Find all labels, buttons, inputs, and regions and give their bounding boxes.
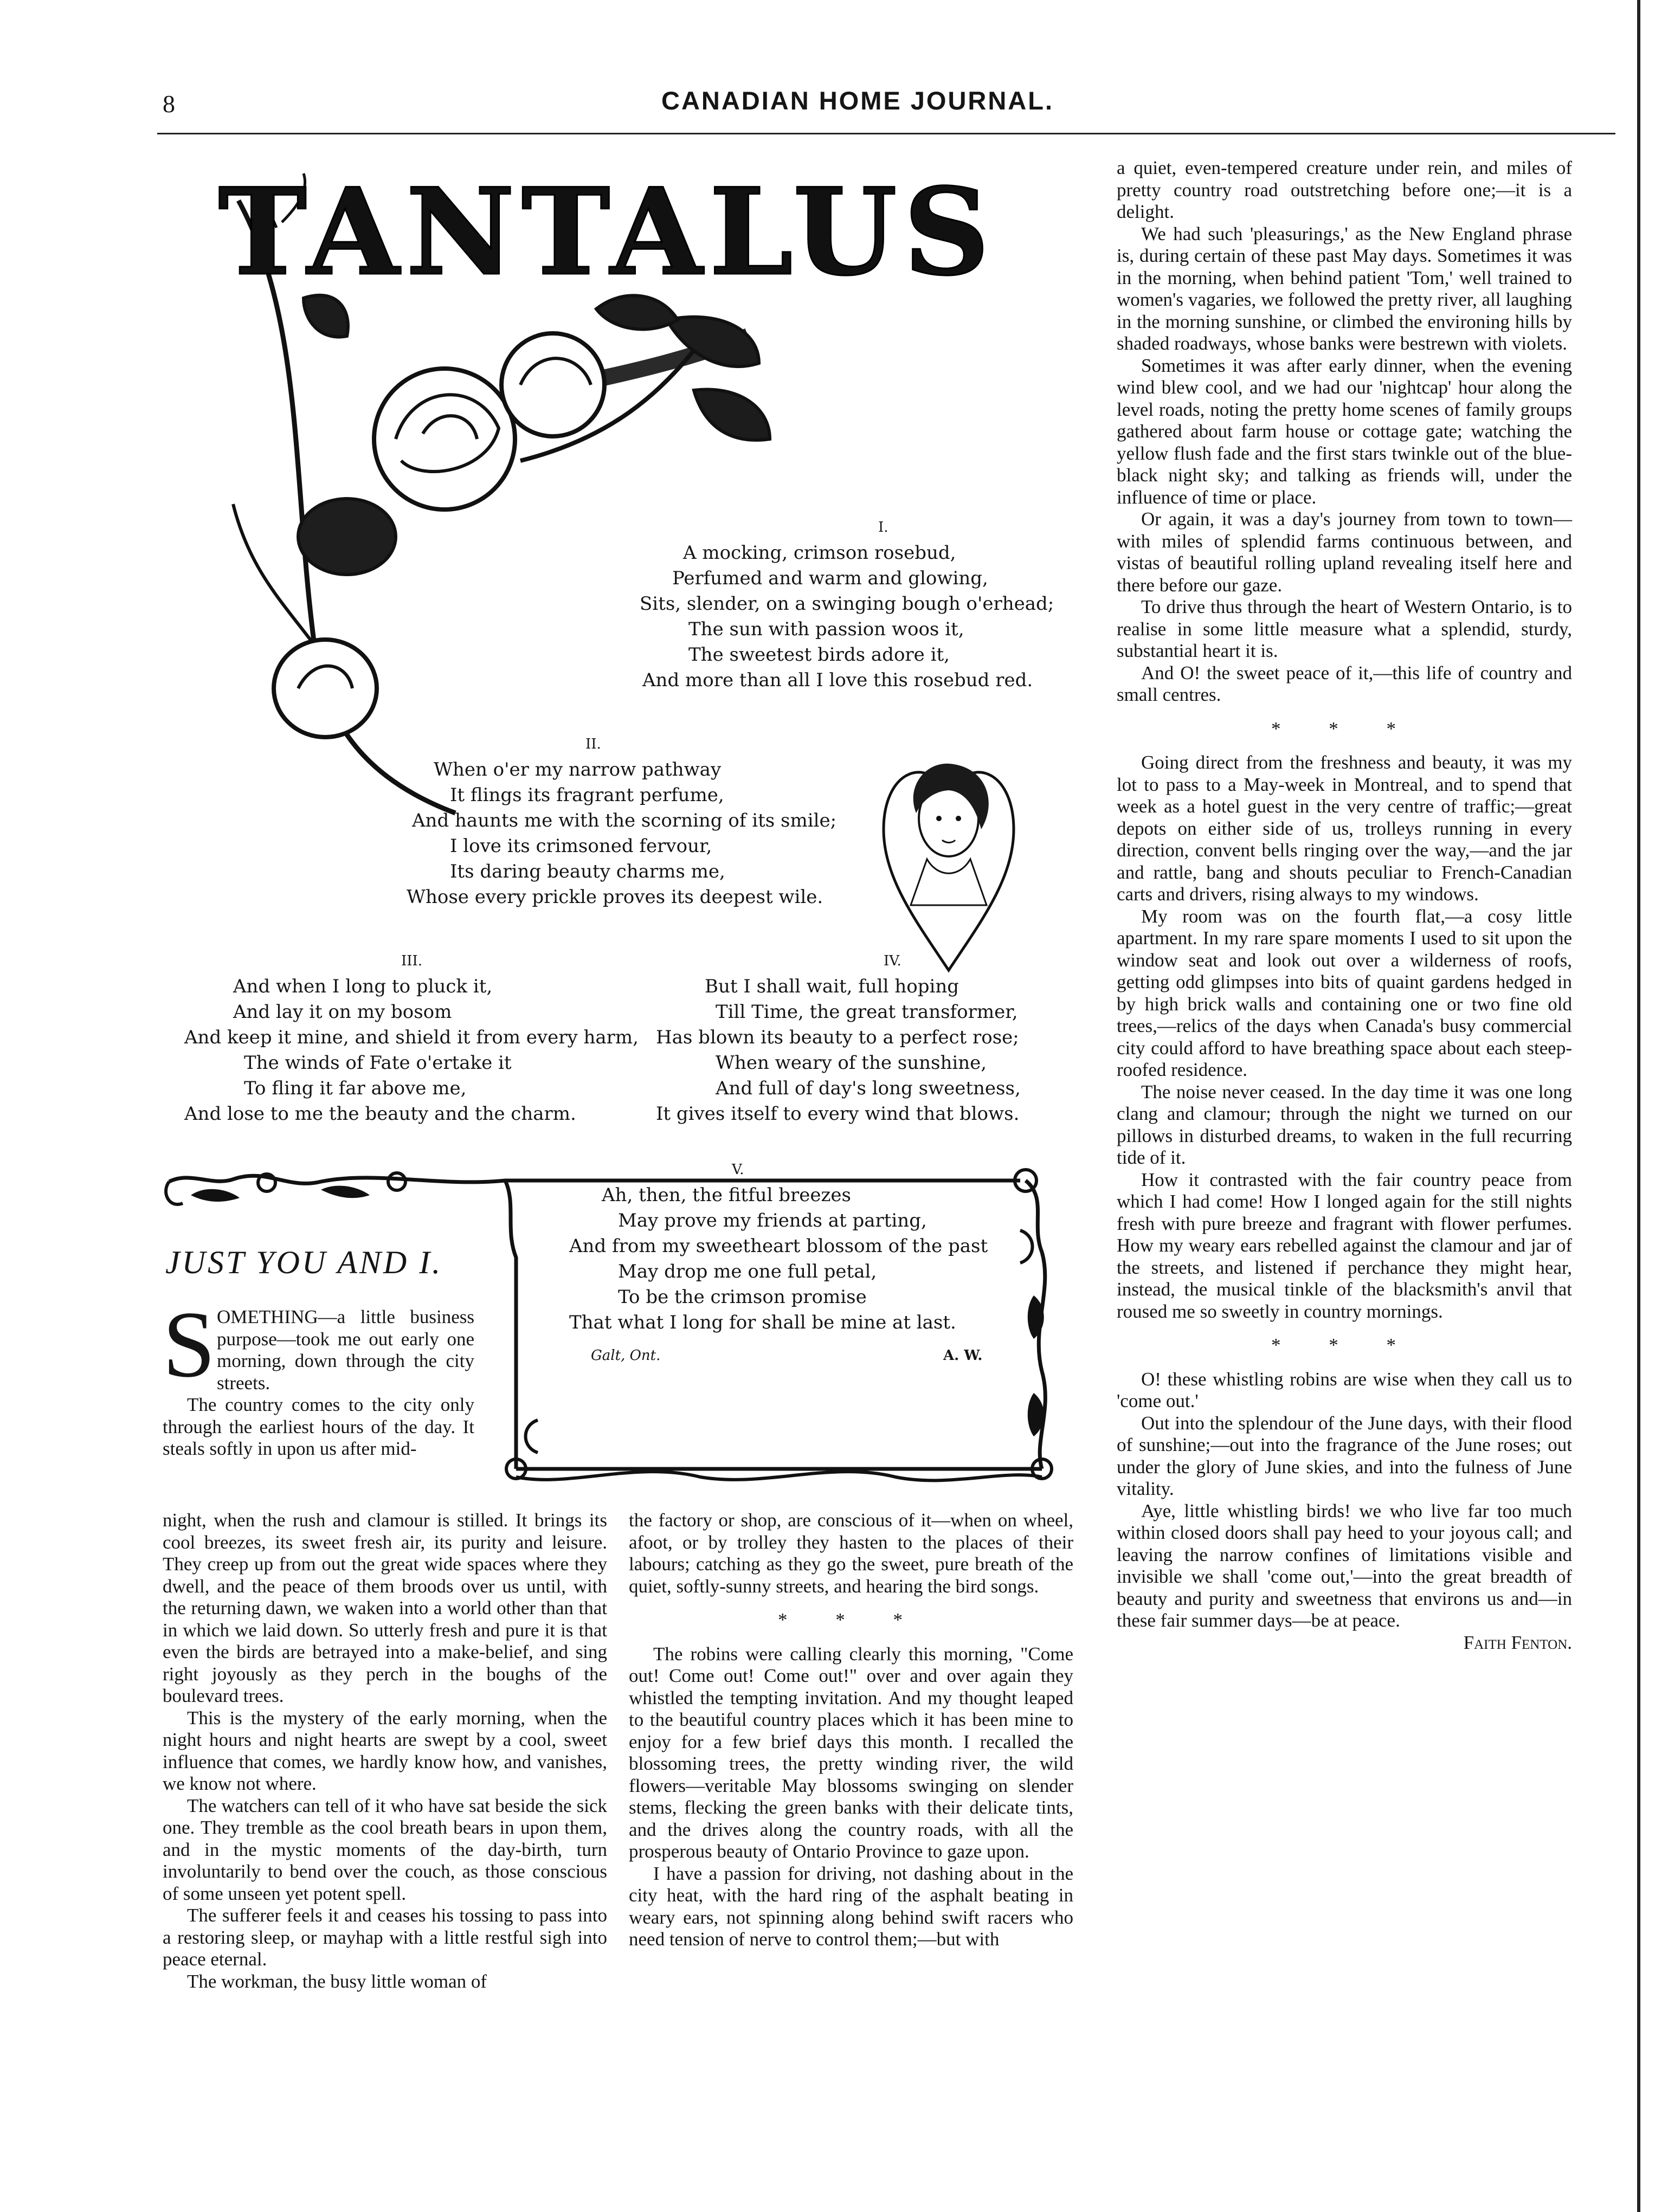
poem-line: Whose every prickle proves its deepest wile. [407,886,823,908]
poem-line: Its daring beauty charms me, [450,861,725,882]
poem-line: And keep it mine, and shield it from every harm, [184,1027,639,1048]
poem-author: A. W. [943,1347,983,1364]
article-paragraph: The country comes to the city only through the earliest hours of the day. It steals softly in upon us after mid- [163,1394,474,1459]
poem-line: The sweetest birds adore it, [688,644,950,666]
article-paragraph: My room was on the fourth flat,—a cosy little apartment. In my rare spare moments I used to sit upon the window seat and look out over a wilderness of roofs, getting odd glimpses into bits of quaint gardens hedged in by high brick walls and containing one or two fine old trees,—relics of the days when Canada's busy commercial city could afford to have breathing space about each steep-roofed residence. [1117,905,1572,1080]
poem-line: Sits, slender, on a swinging bough o'erhead; [640,593,1054,615]
article-paragraph: Sometimes it was after early dinner, when the evening wind blew cool, and we had our 'nightcap' hour along the level roads, noting the pretty home scenes of family groups gathered about farm house or cottage gate; watching the yellow flush fade and the first stars twinkle out of the blue-black night sky; and talking as friends will, under the influence of time or place. [1117,354,1572,508]
article-paragraph: OMETHING—a little business purpose—took me out early one morning, down through the city streets. [217,1306,474,1394]
drop-cap: S [163,1292,216,1397]
poem-stanza-2 [325,732,836,910]
article-paragraph: Going direct from the freshness and beauty, it was my lot to pass to a May-week in Montreal, and to spend that week as a hotel guest in the very centre of traffic;—great depots on either side of us, trolleys running in every direction, convent bells ringing over the way,—and the jar and rattle, bang and shouts peculiar to French-Canadian carts and drivers, rising always to my windows. [1117,752,1572,905]
poem-line: A mocking, crimson rosebud, [683,542,956,564]
article-paragraph: The robins were calling clearly this morning, "Come out! Come out! Come out!" over and over again they whistled the tempting invitation. And my thought leaped to the beautiful country places which it has been mine to enjoy for a few brief days this month. I recalled the blossoming trees, the pretty winding river, the wild flowers—veritable May blossoms swinging on slender stems, flecking the green banks with their delicate tints, and the drives along the country roads, with all the prosperous beauty of Ontario Province to gaze upon. [629,1643,1073,1862]
poem-stanza-3 [184,949,639,1127]
poem-place: Galt, Ont. [591,1347,661,1364]
article-paragraph: To drive thus through the heart of Western Ontario, is to realise in some little measure what a splendid, sturdy, substantial heart it is. [1117,596,1572,661]
poem-stanza-1 [640,515,1054,693]
poem-stanza-4 [656,949,1021,1127]
poem-attribution [537,1343,988,1365]
section-divider: * * * [1271,1334,1418,1356]
poem-line: And haunts me with the scorning of its smile; [412,810,837,831]
article-paragraph: I have a passion for driving, not dashing about in the city heat, with the hard ring of the asphalt beating in weary ears, not spinning along behind swift racers who need tension of nerve to control them;—but with [629,1862,1073,1950]
article-paragraph: Aye, little whistling birds! we who live far too much within closed doors shall pay heed to your joyous call; and leaving the narrow confines of limitations visible and invisible we shall 'come out,'—into the great breadth of beauty and purity and sweetness that environs us and—in these fair summer days—be at peace. [1117,1500,1572,1631]
poem-line: And lay it on my bosom [233,1001,452,1023]
stanza-numeral: I. [878,519,888,536]
article-paragraph: Out into the splendour of the June days, with their flood of sunshine;—out into the fragrance of the June roses; out under the glory of June skies, and into the fulness of June vitality. [1117,1412,1572,1499]
article-title: JUST YOU AND I. [165,1244,443,1280]
poem-line: The sun with passion woos it, [688,618,964,640]
poem-line: And from my sweetheart blossom of the past [569,1235,988,1257]
poem-line: The winds of Fate o'ertake it [244,1052,512,1074]
poem-line: May drop me one full petal, [618,1261,877,1282]
page-number: 8 [163,90,175,118]
article-paragraph: The workman, the busy little woman of [187,1970,487,1992]
poem-title: TANTALUS [218,162,996,302]
stanza-numeral: II. [585,736,601,752]
poem-line: May prove my friends at parting, [618,1210,927,1231]
article-col2 [629,1510,1073,1951]
poem-line: Has blown its beauty to a perfect rose; [656,1027,1019,1048]
tantalus-title-illustration [217,157,1084,824]
article-paragraph: And O! the sweet peace of it,—this life of country and small centres. [1117,662,1572,705]
article-col3 [1117,157,1572,1654]
poem-line: And when I long to pluck it, [233,976,493,997]
heart-portrait [873,743,1025,976]
article-paragraph: We had such 'pleasurings,' as the New England phrase is, during certain of these past May days. Sometimes it was in the morning, when behind patient 'Tom,' well trained to women's vagaries, we followed the pretty river, all laughing in the morning sunshine, or climbed the environing hills by shaded roadways, whose banks were bestrewn with violets. [1117,223,1572,354]
poem-line: But I shall wait, full hoping [705,976,959,997]
article-col1-bottom [163,1510,607,1992]
article-paragraph: Or again, it was a day's journey from town to town—with miles of splendid farms continuous between, and vistas of beautiful rolling upland revealing itself here and there before our gaze. [1117,508,1572,596]
article-paragraph: This is the mystery of the early morning, when the night hours and night hearts are swept by a cool, sweet influence that comes, we hardly know how, and vanishes, we know not where. [163,1707,607,1794]
section-divider: * * * [1271,718,1418,739]
stanza-numeral: III. [401,953,423,969]
section-divider: * * * [778,1609,924,1630]
article-paragraph: The watchers can tell of it who have sat beside the sick one. They tremble as the cool breath bears in upon them, and in the mystic moments of the day-birth, turn involuntarily to bend over the couch, as those conscious of some unseen yet potent spell. [163,1795,607,1904]
title-lettering [218,162,996,302]
poem-line: It gives itself to every wind that blows. [656,1103,1020,1125]
poem-line: And full of day's long sweetness, [716,1078,1021,1099]
poem-stanza-5 [537,1157,988,1365]
article-paragraph: O! these whistling robins are wise when they call us to 'come out.' [1117,1368,1572,1411]
article-paragraph: the factory or shop, are conscious of it—when on wheel, afoot, or by trolley they hasten to the places of their labours; catching as they go the sweet, pure breath of the quiet, softly-sunny streets, and hearing the bird songs. [629,1510,1073,1597]
header-rule [157,133,1615,134]
poem-line: Ah, then, the fitful breezes [602,1184,851,1206]
poem-line: Till Time, the great transformer, [716,1001,1018,1023]
poem-line: To fling it far above me, [244,1078,467,1099]
page-edge-rule [1637,0,1640,2212]
poem-line: When weary of the sunshine, [716,1052,987,1074]
poem-line: And lose to me the beauty and the charm. [184,1103,576,1125]
magazine-title: CANADIAN HOME JOURNAL. [661,86,1054,115]
poem-line: And more than all I love this rosebud red. [642,669,1033,691]
poem-line: When o'er my narrow pathway [434,759,722,781]
article-col1-top [163,1306,474,1460]
poem-line: It flings its fragrant perfume, [450,784,724,806]
article-paragraph: The noise never ceased. In the day time it was one long clang and clamour; through the night we turned on our pillows in disturbed dreams, to waken in the full recurring tide of it. [1117,1081,1572,1168]
author-signature: Faith Fenton. [1463,1631,1572,1653]
poem-line: That what I long for shall be mine at last. [569,1312,956,1333]
article-paragraph: night, when the rush and clamour is stilled. It brings its cool breezes, its sweet fresh air, its purity and leisure. They creep up from out the great wide spaces where they dwell, and the peace of them broods over us until, with the returning dawn, we waken into a world other than that in which we laid down. So utterly fresh and pure it is that even the birds are betrayed into a make-belief, and sing right joyously as they perch in the boughs of the boulevard trees. [163,1510,607,1706]
poem-line: Perfumed and warm and glowing, [672,567,988,589]
article-paragraph: a quiet, even-tempered creature under rein, and miles of pretty country road outstretching before one;—it is a delight. [1117,157,1572,222]
stanza-numeral: IV. [884,953,901,969]
article-paragraph: How it contrasted with the fair country peace from which I had come! How I longed again for the still nights fresh with pure breeze and fragrant with flower perfumes. How my weary ears rebelled against the clamour and jar of the streets, and listened if perchance they might hear, instead, the musical tinkle of the blacksmith's anvil that roused me so sweetly in country mornings. [1117,1169,1572,1322]
poem-line: I love its crimsoned fervour, [450,835,712,857]
stanza-numeral: V. [732,1162,744,1178]
article-paragraph: The sufferer feels it and ceases his tossing to pass into a restoring sleep, or mayhap with a little restful sigh into peace eternal. [163,1905,607,1970]
poem-line: To be the crimson promise [618,1286,867,1308]
